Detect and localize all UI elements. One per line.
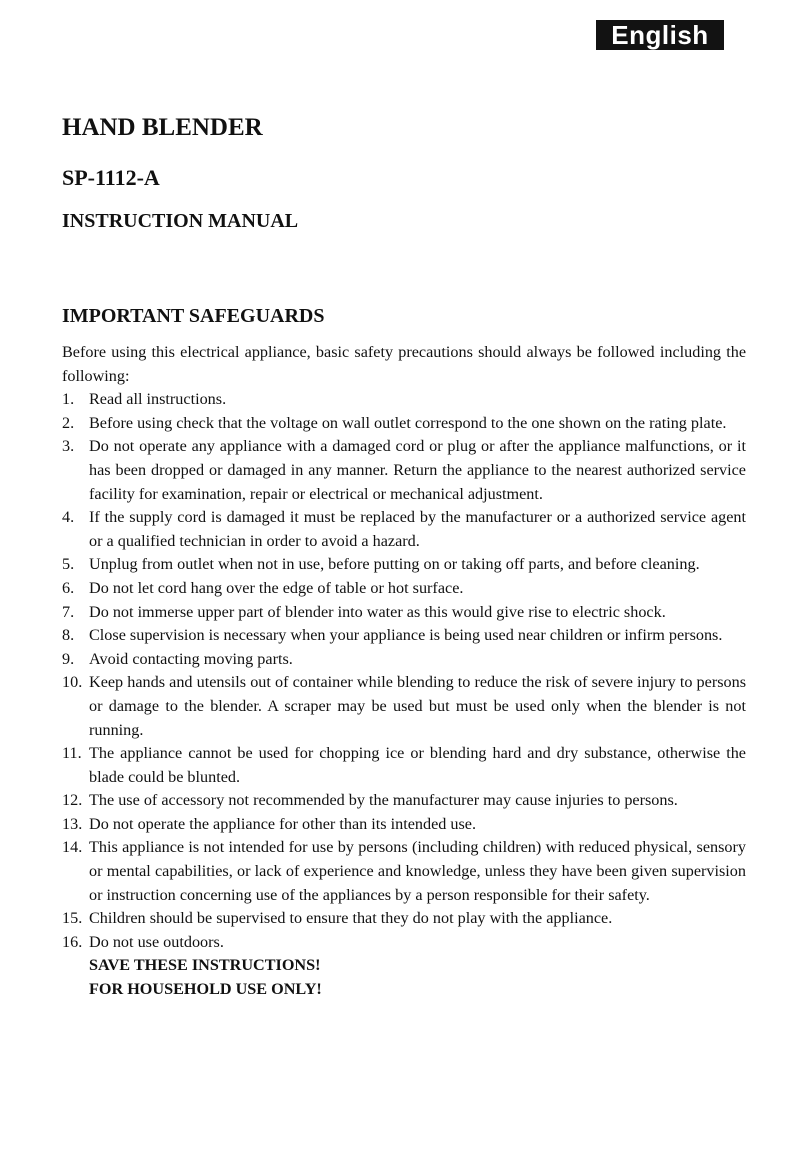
list-item [62, 813, 746, 837]
list-item [62, 506, 746, 553]
model-number: SP-1112-A [62, 165, 160, 190]
list-item [62, 577, 746, 601]
list-item-number: 4. [62, 508, 75, 527]
list-item [62, 836, 746, 907]
list-item-number: 3. [62, 437, 75, 456]
list-item-number: 12. [62, 791, 83, 810]
list-item-number: 2. [62, 413, 75, 432]
list-item-text: Keep hands and utensils out of container while blending to reduce the risk of severe injury to persons or damage to the blender. A scraper may be used but must be used only when the blender is not running. [89, 673, 746, 739]
intro-paragraph: Before using this electrical appliance, basic safety precautions should always be followed including the following: [62, 343, 746, 385]
list-item [62, 907, 746, 931]
list-item-number: 14. [62, 838, 83, 857]
list-item [62, 388, 746, 412]
list-item [62, 671, 746, 742]
safeguard-list [62, 388, 746, 954]
section-heading: IMPORTANT SAFEGUARDS [62, 305, 325, 327]
list-item-number: 10. [62, 673, 83, 692]
list-item-text: Do not use outdoors. [89, 932, 224, 951]
list-item [62, 412, 746, 436]
list-item [62, 931, 746, 955]
list-item-text: Do not operate any appliance with a damaged cord or plug or after the appliance malfunctions, or it has been dropped or damaged in any manner. Return the appliance to the nearest authorized service facility for examination, repair or electrical or mechanical adjustment. [89, 437, 746, 503]
language-badge: English [596, 20, 724, 50]
closing-line-household: FOR HOUSEHOLD USE ONLY! [89, 980, 322, 999]
list-item-number: 13. [62, 814, 83, 833]
list-item-number: 8. [62, 626, 75, 645]
list-item-text: Children should be supervised to ensure that they do not play with the appliance. [89, 909, 613, 928]
safeguards-content [62, 341, 746, 1002]
list-item-text: Unplug from outlet when not in use, before putting on or taking off parts, and before cleaning. [89, 555, 700, 574]
list-item-text: The use of accessory not recommended by the manufacturer may cause injuries to persons. [89, 791, 678, 810]
list-item-number: 1. [62, 390, 75, 409]
list-item-text: The appliance cannot be used for chopping ice or blending hard and dry substance, otherwise the blade could be blunted. [89, 744, 746, 786]
list-item-number: 6. [62, 578, 75, 597]
list-item-text: Avoid contacting moving parts. [89, 649, 293, 668]
list-item-number: 16. [62, 932, 83, 951]
list-item-text: Read all instructions. [89, 390, 227, 409]
list-item [62, 624, 746, 648]
list-item-text: Do not let cord hang over the edge of table or hot surface. [89, 578, 464, 597]
list-item-text: Close supervision is necessary when your appliance is being used near children or infirm persons. [89, 626, 723, 645]
list-item-text: Do not immerse upper part of blender into water as this would give rise to electric shock. [89, 602, 666, 621]
list-item-text: This appliance is not intended for use by persons (including children) with reduced physical, sensory or mental capabilities, or lack of experience and knowledge, unless they have been given supervision or instruction concerning use of the appliances by a person responsible for their safety. [89, 838, 746, 904]
list-item [62, 601, 746, 625]
list-item-text: Do not operate the appliance for other than its intended use. [89, 814, 477, 833]
list-item-number: 15. [62, 909, 83, 928]
list-item [62, 553, 746, 577]
list-item-text: Before using check that the voltage on wall outlet correspond to the one shown on the rating plate. [89, 413, 727, 432]
list-item [62, 742, 746, 789]
closing-line-save: SAVE THESE INSTRUCTIONS! [89, 956, 321, 975]
document-subtitle: INSTRUCTION MANUAL [62, 210, 299, 232]
list-item-number: 7. [62, 602, 75, 621]
list-item [62, 648, 746, 672]
list-item-number: 5. [62, 555, 75, 574]
list-item-number: 9. [62, 649, 75, 668]
list-item [62, 789, 746, 813]
list-item-text: If the supply cord is damaged it must be replaced by the manufacturer or a authorized service agent or a qualified technician in order to avoid a hazard. [89, 508, 746, 550]
list-item-number: 11. [62, 744, 82, 763]
list-item [62, 435, 746, 506]
document-title: HAND BLENDER [62, 114, 263, 141]
